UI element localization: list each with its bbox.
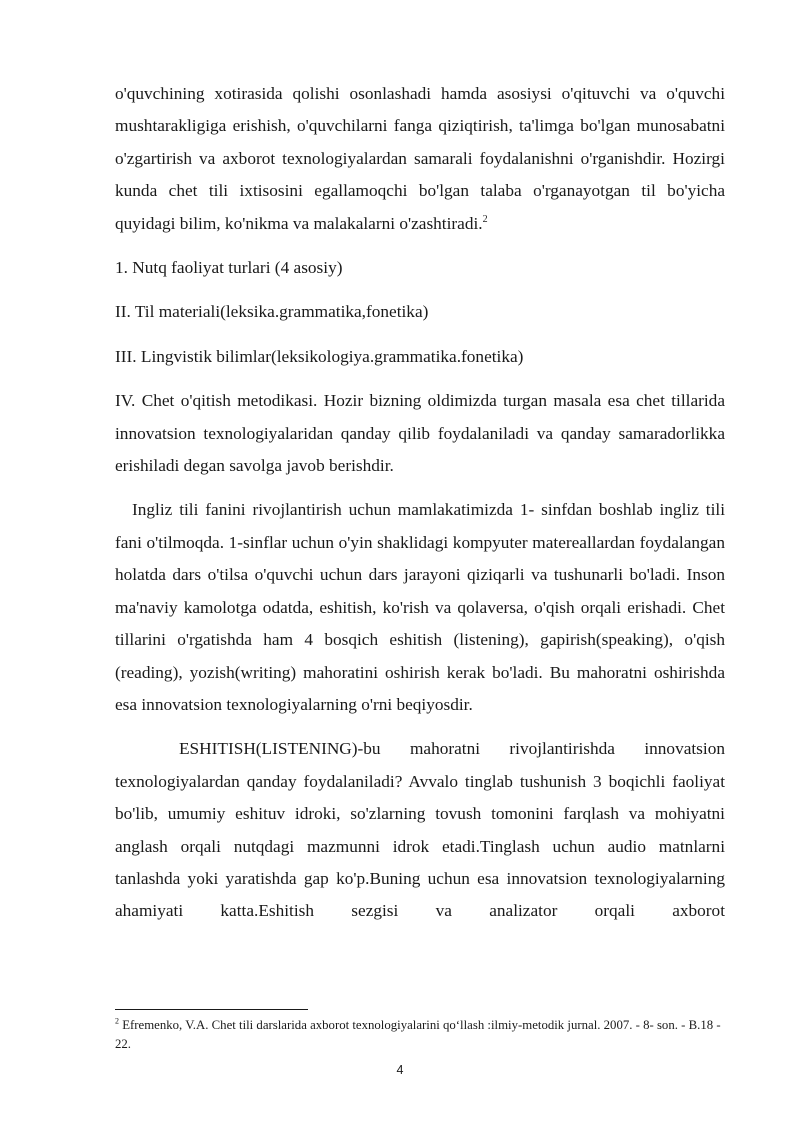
list-item: III. Lingvistik bilimlar(leksikologiya.grammatika.fonetika) <box>115 346 524 366</box>
paragraph: IV. Chet o'qitish metodikasi. Hozir bizning oldimizda turgan masala esa chet tillarida innovatsion texnologiyalaridan qanday qilib foydalaniladi va qanday samaradorlikka erishiladi degan savolga javob berishdir. <box>115 391 725 476</box>
footnote <box>115 1016 725 1054</box>
page-number: 4 <box>396 1063 404 1077</box>
footnote-separator <box>115 1009 308 1010</box>
list-item: 1. Nutq faoliyat turlari (4 asosiy) <box>115 258 343 278</box>
footnote-number: 2 <box>115 1016 119 1026</box>
footnote-reference[interactable]: 2 <box>482 213 488 225</box>
paragraph: o'quvchining xotirasida qolishi osonlashadi hamda asosiysi o'qituvchi va o'quvchi mushtarakligiga erishish, o'quvchilarni fanga qiziqtirish, ta'limga bo'lgan munosabatni o'zgartirish va axborot texnologiyalardan samarali foydalanishni o'rganishdir. Hozirgi kunda chet tili ixtisosini egallamoqchi bo'lgan talaba o'rganayotgan til bo'yicha quyidagi bilim, ko'nikma va malakalarni o'zashtiradi.$^2$ <box>115 84 725 233</box>
paragraph: Ingliz tili fanini rivojlantirish uchun mamlakatimizda 1- sinfdan boshlab ingliz tili fani o'tilmoqda. 1-sinflar uchun o'yin shaklidagi kompyuter matereallardan foydalangan holatda dars o'tilsa o'quvchi uchun dars jarayoni qiziqarli va tushunarli bo'ladi. Inson ma'naviy kamolotga odatda, eshitish, ko'rish va qolaversa, o'qish orqali erishadi. Chet tillarini o'rgatishda ham 4 bosqich eshitish (listening), gapirish(speaking), o'qish (reading), yozish(writing) mahoratini oshirish kerak bo'ladi. Bu mahoratni oshirishda esa innovatsion texnologiyalarning o'rni beqiyosdir. <box>115 500 725 714</box>
paragraph: ESHITISH(LISTENING)-bu mahoratni rivojlantirishda innovatsion texnologiyalardan qanday foydalaniladi? Avvalo tinglab tushunish 3 boqichli faoliyat bo'lib, umumiy eshituv idroki, so'zlarning tovush tomonini farqlash va mohiyatni anglash orqali nutqdagi mazmunni idrok etadi.Tinglash uchun audio matnlarni tanlashda yoki yaratishda gap ko'p.Buning uchun esa innovatsion texnologiyalarning ahamiyati katta.Eshitish sezgisi va analizator orqali axborot <box>115 739 725 921</box>
list-item: II. Til materiali(leksika.grammatika,fonetika) <box>115 302 429 322</box>
page-body <box>115 78 725 928</box>
footnote-text: Efremenko, V.A. Chet tili darslarida axborot texnologiyalarini qo‘llash :ilmiy-metodik jurnal. 2007. - 8- son. - B.18 - 22. <box>115 1018 721 1051</box>
